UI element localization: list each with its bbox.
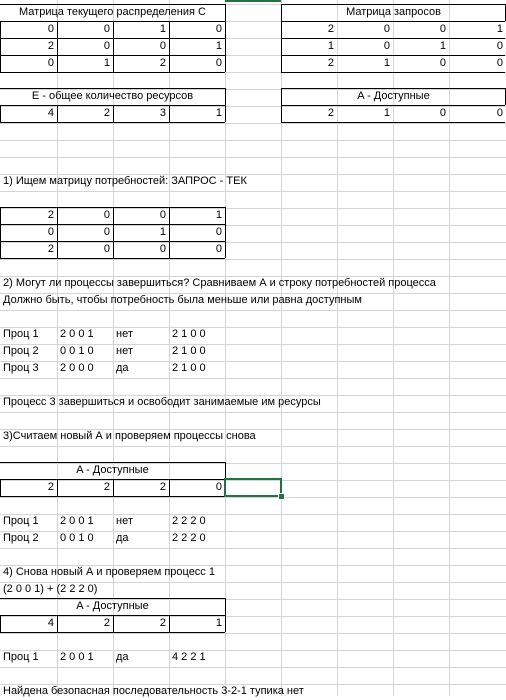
step4-available-title: A - Доступные: [76, 600, 149, 612]
process-label[interactable]: Проц 2: [3, 345, 39, 357]
cell[interactable]: 1: [159, 23, 166, 35]
cell[interactable]: 1: [327, 40, 334, 52]
table-border-h: [0, 72, 225, 73]
cell[interactable]: 2: [327, 107, 334, 119]
step1-heading[interactable]: 1) Ищем матрицу потребностей: ЗАПРОС - ТЕК: [3, 175, 247, 187]
cell[interactable]: 4: [47, 107, 54, 119]
available-vector[interactable]: 2 1 0 0: [172, 362, 206, 374]
cell[interactable]: 0: [383, 23, 390, 35]
gridline-row: [0, 667, 506, 668]
table-border-v: [225, 88, 226, 105]
cell[interactable]: 2: [47, 40, 54, 52]
cell[interactable]: 1: [215, 617, 222, 629]
cell[interactable]: 0: [159, 209, 166, 221]
cell[interactable]: 0: [439, 57, 446, 69]
gridline-row: [0, 548, 506, 549]
answer[interactable]: да: [116, 362, 129, 374]
table-border-h: [281, 72, 505, 73]
need-vector[interactable]: 0 0 1 0: [60, 532, 94, 544]
need-vector[interactable]: 2 0 0 1: [60, 651, 94, 663]
step4-heading[interactable]: 4) Снова новый А и проверяем процесс 1: [3, 566, 215, 578]
cell[interactable]: 1: [496, 23, 503, 35]
cell[interactable]: 2: [327, 57, 334, 69]
step2-heading[interactable]: 2) Могут ли процессы завершиться? Сравниваем А и строку потребностей процесса: [3, 277, 436, 289]
cell[interactable]: 0: [159, 40, 166, 52]
answer[interactable]: да: [116, 532, 129, 544]
cell[interactable]: 2: [103, 617, 110, 629]
table-border-v: [225, 615, 226, 632]
cell[interactable]: 3: [159, 107, 166, 119]
cell[interactable]: 1: [215, 209, 222, 221]
cell[interactable]: 2: [47, 243, 54, 255]
cell[interactable]: 2: [103, 107, 110, 119]
cell[interactable]: 0: [103, 226, 110, 238]
need-vector[interactable]: 2 0 0 1: [60, 328, 94, 340]
cell[interactable]: 0: [103, 40, 110, 52]
table-border-v: [225, 4, 226, 21]
gridline-row: [0, 157, 506, 158]
need-vector[interactable]: 2 0 0 0: [60, 362, 94, 374]
table-border-h: [0, 122, 225, 123]
need-vector[interactable]: 2 0 0 1: [60, 515, 94, 527]
step2-note[interactable]: Должно быть, чтобы потребность была меньше или равна доступным: [3, 294, 362, 306]
cell[interactable]: 2: [103, 481, 110, 493]
conclusion[interactable]: Найдена безопасная последовательность 3-2-1 тупика нет: [3, 685, 304, 697]
cell[interactable]: 0: [215, 226, 222, 238]
table-border-h: [281, 122, 505, 123]
cell[interactable]: 0: [47, 57, 54, 69]
cell[interactable]: 0: [103, 209, 110, 221]
available-vector[interactable]: 2 2 2 0: [172, 532, 206, 544]
cell[interactable]: 0: [439, 23, 446, 35]
cell[interactable]: 0: [215, 57, 222, 69]
table-border-v: [225, 21, 226, 72]
cell[interactable]: 1: [159, 226, 166, 238]
answer[interactable]: нет: [116, 345, 133, 357]
fill-handle[interactable]: [278, 493, 285, 500]
step3-heading[interactable]: 3)Считаем новый А и проверяем процессы снова: [3, 430, 256, 442]
gridline-row: [0, 259, 506, 260]
cell[interactable]: 2: [47, 209, 54, 221]
table-border-h: [0, 496, 225, 497]
cell[interactable]: 0: [47, 23, 54, 35]
answer[interactable]: нет: [116, 515, 133, 527]
cell[interactable]: 0: [103, 23, 110, 35]
process-label[interactable]: Проц 1: [3, 651, 39, 663]
gridline-row: [0, 633, 506, 634]
table-border-v: [225, 462, 226, 479]
available-vector[interactable]: 2 1 0 0: [172, 328, 206, 340]
process-label[interactable]: Проц 1: [3, 515, 39, 527]
gridline-row: [0, 446, 506, 447]
table-border-h: [0, 632, 225, 633]
cell[interactable]: 0: [215, 23, 222, 35]
gridline-row: [0, 412, 506, 413]
cell[interactable]: 1: [439, 40, 446, 52]
gridline-row: [0, 497, 506, 498]
cell[interactable]: 2: [159, 57, 166, 69]
table-border-v: [225, 598, 226, 615]
cell[interactable]: 2: [159, 617, 166, 629]
cell[interactable]: 0: [439, 107, 446, 119]
cell[interactable]: 1: [103, 57, 110, 69]
cell[interactable]: 2: [327, 23, 334, 35]
cell[interactable]: 0: [215, 481, 222, 493]
request-matrix-title: Матрица запросов: [346, 6, 441, 18]
cell[interactable]: 0: [103, 243, 110, 255]
cell[interactable]: 1: [215, 107, 222, 119]
current-allocation-title: Матрица текущего распределения С: [19, 6, 206, 18]
cell[interactable]: 2: [159, 481, 166, 493]
total-resources-title: E - общее количество ресурсов: [31, 90, 194, 102]
cell[interactable]: 2: [47, 481, 54, 493]
gridline-row: [0, 378, 506, 379]
step2-result[interactable]: Процесс 3 завершиться и освободит занимаемые им ресурсы: [3, 396, 321, 408]
gridline-row: [0, 310, 506, 311]
process-label[interactable]: Проц 3: [3, 362, 39, 374]
table-border-v: [225, 105, 226, 122]
cell[interactable]: 0: [496, 40, 503, 52]
answer[interactable]: да: [116, 651, 129, 663]
gridline-row: [0, 191, 506, 192]
available-vector[interactable]: 4 2 2 1: [172, 651, 206, 663]
cell[interactable]: 4: [47, 617, 54, 629]
cell[interactable]: 0: [47, 226, 54, 238]
process-label[interactable]: Проц 2: [3, 532, 39, 544]
available-vector[interactable]: 2 1 0 0: [172, 345, 206, 357]
process-label[interactable]: Проц 1: [3, 328, 39, 340]
selected-cell[interactable]: [224, 478, 282, 497]
step3-available-title: A - Доступные: [76, 464, 149, 476]
selected-column-indicator: [225, 0, 281, 2]
gridline-row: [0, 140, 506, 141]
cell[interactable]: 1: [383, 107, 390, 119]
cell[interactable]: 0: [159, 243, 166, 255]
cell[interactable]: 1: [383, 57, 390, 69]
cell[interactable]: 0: [215, 243, 222, 255]
cell[interactable]: 0: [496, 107, 503, 119]
table-border-h: [0, 258, 225, 259]
available-title: A - Доступные: [357, 90, 430, 102]
table-border-v: [225, 207, 226, 258]
cell[interactable]: 1: [215, 40, 222, 52]
cell[interactable]: 0: [383, 40, 390, 52]
gridline-row: [0, 123, 506, 124]
answer[interactable]: нет: [116, 328, 133, 340]
available-vector[interactable]: 2 2 2 0: [172, 515, 206, 527]
cell[interactable]: 0: [496, 57, 503, 69]
need-vector[interactable]: 0 0 1 0: [60, 345, 94, 357]
step4-formula[interactable]: (2 0 0 1) + (2 2 2 0): [3, 583, 98, 595]
